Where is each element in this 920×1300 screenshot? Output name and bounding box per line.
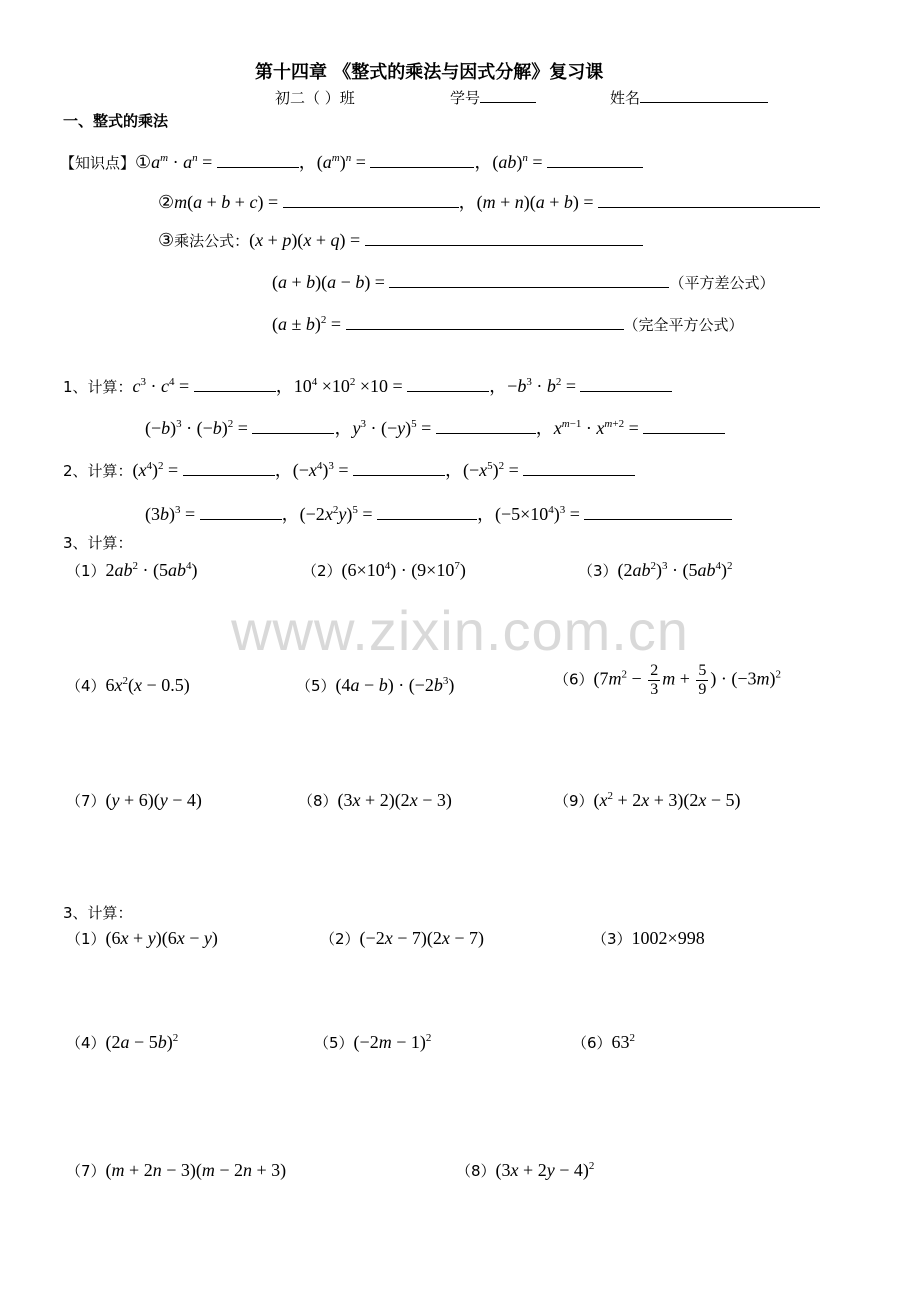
problem-4-4: $(4)(2a - 5b)^2$: [66, 1032, 179, 1052]
problem-number: （1）: [66, 930, 106, 948]
problem-number: （2）: [302, 562, 342, 580]
fraction: $\frac{5}{9}$: [698, 662, 707, 698]
knowledge-line-4: (a + b)(a − b) = （平方差公式）: [272, 272, 775, 292]
exercise-label: 3、计算：: [63, 904, 133, 922]
problem-number: （4）: [66, 677, 106, 695]
knowledge-line-2: ②m(a + b + c) = ，(m + n)(a + b) =: [158, 188, 820, 214]
problem-number: （7）: [66, 792, 106, 810]
answer-blank: [370, 153, 474, 168]
student-name-label: 姓名: [610, 89, 641, 107]
knowledge-line-5: $(a \pm b)^2$ = （完全平方公式）: [272, 314, 744, 334]
problem-3-1: $(1)2ab^2 \cdot (5ab^4)$: [66, 560, 198, 580]
answer-blank: [283, 193, 459, 208]
section-heading: 一、整式的乘法: [63, 112, 169, 130]
answer-blank: [377, 505, 477, 520]
problem-number: （4）: [66, 1034, 106, 1052]
problem-number: （6）: [572, 1034, 612, 1052]
answer-blank: [389, 273, 669, 288]
page-title: 第十四章 《整式的乘法与因式分解》复习课: [255, 62, 604, 83]
problem-3-4: $(4)6x^2(x - 0.5)$: [66, 675, 190, 695]
formula-name: （平方差公式）: [669, 274, 775, 292]
answer-blank: [183, 461, 275, 476]
exercise-2-row-2: $(3b)^3$ = ，$(-2x^2y)^5$ = ，$(-5\times 10^4)^3$ =: [145, 500, 732, 526]
answer-blank: [598, 193, 820, 208]
student-number-field: [450, 87, 536, 108]
knowledge-line-1: 【知识点】$①a^m \cdot a^n$ = ，$(a^m)^n$ = ，(ab)$^n$ =: [60, 148, 643, 174]
formula-name: （完全平方公式）: [623, 316, 744, 334]
student-name-field: [610, 87, 768, 108]
answer-blank: [407, 377, 489, 392]
student-number-blank: [480, 88, 536, 103]
answer-blank: [584, 505, 732, 520]
problem-3-2: $(2)(6\times 10^4) \cdot (9\times 10^7)$: [302, 560, 466, 580]
problem-number: （3）: [592, 930, 632, 948]
problem-4-3: （3）1002×998: [592, 928, 705, 948]
answer-blank: [580, 377, 672, 392]
problem-4-8: $(8)(3x + 2y - 4)^2$: [456, 1160, 595, 1180]
exercise-label: 1、计算：: [63, 378, 133, 396]
problem-4-5: $(5)(-2m - 1)^2$: [314, 1032, 432, 1052]
item-marker: ②: [158, 192, 175, 212]
answer-blank: [353, 461, 445, 476]
answer-blank: [252, 419, 334, 434]
problem-number: （5）: [296, 677, 336, 695]
problem-3-5: $(5)(4a - b) \cdot (-2b^3)$: [296, 675, 455, 695]
answer-blank: [643, 419, 725, 434]
problem-number: （8）: [456, 1162, 496, 1180]
problem-number: （6）: [554, 670, 594, 689]
problem-3-8: （8）(3x + 2)(2x − 3): [298, 790, 452, 810]
exercise-1-row-1: 1、计算：$c^3 \cdot c^4$ = ，$10^4 \times 10^2 \times 10$ = ，$-b^3 \cdot b^2$ =: [63, 372, 672, 398]
exercise-label: 3、计算：: [63, 534, 133, 552]
problem-4-2: （2）(−2x − 7)(2x − 7): [320, 928, 484, 948]
problem-3-3: $(3)(2ab^2)^3 \cdot (5ab^4)^2$: [578, 560, 733, 580]
answer-blank: [346, 315, 624, 330]
problem-3-7: （7）(y + 6)(y − 4): [66, 790, 202, 810]
answer-blank: [365, 231, 643, 246]
problem-number: （3）: [578, 562, 618, 580]
item-marker: ③: [158, 230, 175, 250]
student-number-label: 学号: [450, 89, 481, 107]
knowledge-label: 【知识点】: [60, 154, 136, 172]
problem-4-6: $(6)63^2$: [572, 1032, 636, 1052]
answer-blank: [523, 461, 635, 476]
problem-4-7: （7）(m + 2n − 3)(m − 2n + 3): [66, 1160, 287, 1180]
exercise-2-row-1: 2、计算：$(x^4)^2$ = ，$(-x^4)^3$ = ，$(-x^5)^2$ =: [63, 456, 635, 482]
problem-number: （8）: [298, 792, 338, 810]
knowledge-line-3: ③乘法公式：(x + p)(x + q) =: [158, 230, 643, 251]
problem-3-9: $(9)(x^2 + 2x + 3)(2x - 5)$: [554, 790, 741, 810]
formula-label: 乘法公式：: [174, 232, 250, 250]
exercise-label: 2、计算：: [63, 462, 133, 480]
answer-blank: [436, 419, 536, 434]
problem-3-6: $(6)(7m^2$ − $\frac{2}{3}$ m + $\frac{5}{9}$ ) · $(-3m)^2$: [554, 662, 781, 698]
class-label: 初二（ ）班: [275, 89, 355, 107]
item-marker: ①: [135, 152, 152, 172]
answer-blank: [194, 377, 276, 392]
problem-number: （7）: [66, 1162, 106, 1180]
watermark: www.zixin.com.cn: [231, 599, 689, 662]
exercise-1-row-2: $(-b)^3 \cdot (-b)^2$ = ，$y^3 \cdot (-y)^5$ = ，$x^{m-1} \cdot x^{m+2}$ =: [145, 414, 725, 440]
fraction: $\frac{2}{3}$: [650, 662, 659, 698]
problem-number: （2）: [320, 930, 360, 948]
answer-blank: [200, 505, 282, 520]
student-name-blank: [640, 88, 768, 103]
answer-blank: [217, 153, 299, 168]
problem-4-1: （1）(6x + y)(6x − y): [66, 928, 218, 948]
problem-number: （5）: [314, 1034, 354, 1052]
answer-blank: [547, 153, 643, 168]
problem-number: （1）: [66, 562, 106, 580]
problem-number: （9）: [554, 792, 594, 810]
